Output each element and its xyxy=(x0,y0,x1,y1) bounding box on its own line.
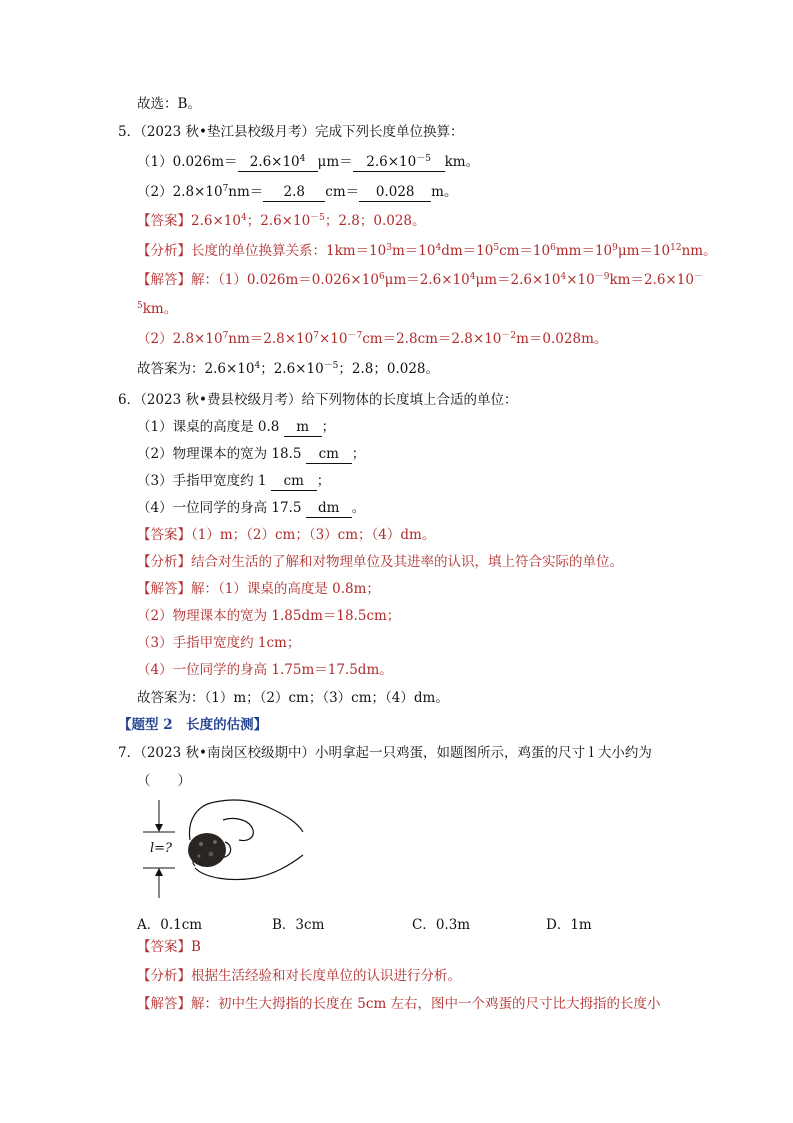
question-6-solution: 【解答】解：（1）课桌的高度是 0.8m； xyxy=(137,581,380,597)
question-6-header: 6．（2023 秋•费县校级月考）给下列物体的长度填上合适的单位： xyxy=(118,392,518,408)
question-6-item: （2）物理课本的宽为 18.5 cm ； xyxy=(137,446,366,462)
figure-label: l=? xyxy=(150,841,173,856)
analysis-tag: 【分析】 xyxy=(137,243,191,259)
question-5-header: 5．（2023 秋•垫江县校级月考）完成下列长度单位换算： xyxy=(118,124,464,140)
question-5-solution xyxy=(137,271,703,289)
question-5-solution-cont: $^5$km。 xyxy=(137,301,178,317)
blank-answer: 0.028 xyxy=(359,183,431,202)
question-7-header: 7．（2023 秋•南岗区校级期中）小明拿起一只鸡蛋，如题图所示，鸡蛋的尺寸 l 大小约为 xyxy=(118,745,652,761)
option-c[interactable]: C．0.3m xyxy=(412,917,471,933)
option-b[interactable]: B．3cm xyxy=(272,917,325,933)
question-6-solution-line: （2）物理课本的宽为 1.85dm＝18.5cm； xyxy=(137,608,401,624)
question-6-solution-line: （3）手指甲宽度约 1cm； xyxy=(137,635,301,651)
blank-answer: cm xyxy=(271,472,317,491)
blank-answer: cm xyxy=(306,445,352,464)
solution-text: 解：$(1)0.026m=0.026\times 10^6\mu m=2.6\times 10^4\mu m=2.6\times 10^4\times 10^{-9}km=2.6\times 10^-$ xyxy=(191,272,703,288)
solution-tag: 【解答】 xyxy=(137,272,191,288)
question-5-answer xyxy=(137,212,426,230)
blank-answer: $2.6\times 10^{-5}$ xyxy=(353,153,445,172)
section-heading: 【题型 2 长度的估测】 xyxy=(118,717,268,733)
question-6-item: （1）课桌的高度是 0.8 m ； xyxy=(137,419,336,435)
blank-answer: $2.6\times 10^4$ xyxy=(238,153,318,172)
question-7-analysis: 【分析】根据生活经验和对长度单位的认识进行分析。 xyxy=(137,968,461,984)
option-a[interactable]: A．0.1cm xyxy=(137,917,203,933)
question-6-item: （4）一位同学的身高 17.5 dm 。 xyxy=(137,500,366,516)
question-6-solution-line: （4）一位同学的身高 1.75m＝17.5dm。 xyxy=(137,662,393,678)
question-5-part-1: $(1)0.026m= 2.6\times 10^4$ $\mu m= 2.6\times 10^{-5}$ km。 xyxy=(137,154,480,170)
question-6-answer: 【答案】（1）m；（2）cm；（3）cm；（4）dm。 xyxy=(137,527,436,543)
question-6-analysis: 【分析】结合对生活的了解和对物理单位及其进率的认识，填上符合实际的单位。 xyxy=(137,554,623,570)
option-d[interactable]: D．1m xyxy=(546,917,592,933)
analysis-text: 长度的单位换算关系：$1km=10^3m=10^4dm=10^5cm=10^6mm=10^9\mu m=10^{12}nm$。 xyxy=(191,243,717,259)
question-6-item: （3）手指甲宽度约 1 cm ； xyxy=(137,473,331,489)
question-7-solution: 【解答】解：初中生大拇指的长度在 5cm 左右，图中一个鸡蛋的尺寸比大拇指的长度小 xyxy=(137,996,661,1012)
question-5-analysis xyxy=(137,242,717,260)
blank-answer: m xyxy=(284,418,322,437)
blank-answer: dm xyxy=(306,499,352,518)
question-5-final-answer: 故答案为：$2.6\times 10^4$；$2.6\times 10^{-5}$；2.8；0.028。 xyxy=(137,361,440,377)
question-7-paren: （ ） xyxy=(137,773,191,789)
egg-hand-illustration xyxy=(135,770,310,900)
question-6-final-answer: 故答案为：（1）m；（2）cm；（3）cm；（4）dm。 xyxy=(137,690,449,706)
question-5-solution-part-2: $(2)2.8\times 10^7nm=2.8\times 10^7\times 10^{-7}cm=2.8cm=2.8\times 10^{-2}m=0.028m$。 xyxy=(137,331,608,347)
egg-hand-figure xyxy=(135,770,310,900)
answer-text: $2.6\times 10^4$；$2.6\times 10^{-5}$；2.8；0.028。 xyxy=(191,213,426,229)
question-7-answer: 【答案】B xyxy=(137,939,201,955)
answer-tag: 【答案】 xyxy=(137,213,191,229)
prev-answer-line: 故选：B。 xyxy=(137,96,201,112)
blank-answer: 2.8 xyxy=(263,183,325,202)
question-5-part-2: $(2)2.8\times 10^7nm= 2.8$ cm＝ 0.028 m。 xyxy=(137,184,458,200)
